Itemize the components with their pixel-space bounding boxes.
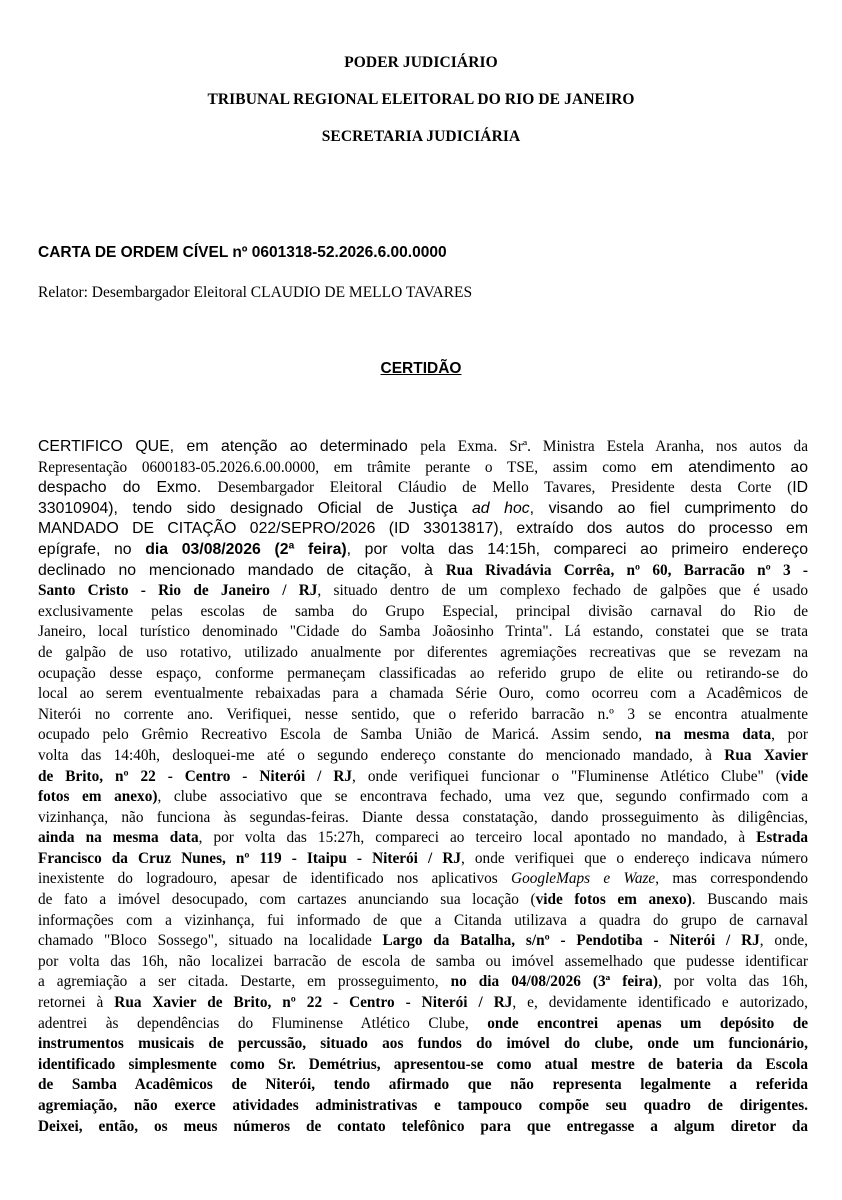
- text-run: Deixei, então, os meus números de contato telefônico para que entregasse a algum diretor da: [38, 1117, 808, 1135]
- text-run: dia 03/08/2026 (2ª feira): [145, 540, 347, 558]
- text-run: , onde verifiquei que o endereço indicava número: [461, 849, 808, 867]
- paragraph-line: [38, 869, 808, 890]
- text-run: adentrei às dependências do Fluminense Atlético Clube,: [38, 1014, 488, 1032]
- paragraph-line: [38, 1034, 808, 1055]
- text-run: Janeiro, local turístico denominado "Cidade do Samba Joãosinho Trinta". Lá estando, constatei que se trata: [38, 623, 808, 641]
- text-run: , mas correspondendo: [655, 870, 808, 888]
- text-run: , onde,: [759, 932, 808, 950]
- text-run: , onde verifiquei funcionar o "Fluminense Atlético Clube" (: [352, 767, 781, 785]
- text-run: , visando ao fiel cumprimento do: [529, 499, 808, 517]
- text-run: de fato a imóvel desocupado, com cartazes anunciando sua locação (: [38, 891, 536, 909]
- header-line-poder-judiciario: PODER JUDICIÁRIO: [344, 54, 498, 71]
- text-run: inexistente do logradouro, apesar de identificado nos aplicativos: [38, 870, 512, 888]
- paragraph-line: [38, 808, 808, 829]
- text-run: no dia 04/08/2026 (3ª feira): [450, 973, 658, 991]
- paragraph-line: [38, 828, 808, 849]
- text-run: Estrada: [756, 829, 808, 847]
- text-run: onde encontrei apenas um depósito de: [487, 1014, 808, 1032]
- certidao-body: [38, 437, 808, 1137]
- text-run: ad hoc: [472, 499, 530, 517]
- paragraph-line: [38, 1117, 808, 1138]
- text-run: , situado dentro de um complexo fechado de galpões que é usado: [317, 582, 808, 600]
- text-run: vide: [780, 767, 808, 785]
- document-title: CARTA DE ORDEM CÍVEL nº 0601318-52.2026.6.00.0000: [38, 244, 447, 261]
- text-run: local ao serem eventualmente rebaixadas para a chamada Série Ouro, como ocorreu com a Acadêmicos de: [38, 685, 808, 703]
- paragraph-line: [38, 993, 808, 1014]
- text-run: agremiação, não exerce atividades administrativas e tampouco compõe seu quadro de dirigentes.: [38, 1097, 808, 1114]
- paragraph-line: [38, 911, 808, 932]
- text-run: , por: [771, 726, 808, 744]
- text-run: ocupação desse espaço, conforme permaneçam classificadas ao referido grupo de elite ou retirando-se do: [38, 664, 808, 682]
- text-run: pela Exma. Srª. Ministra Estela Aranha, nos autos da: [420, 438, 808, 455]
- paragraph-line: [38, 890, 808, 911]
- text-run: na mesma data: [654, 726, 772, 744]
- paragraph-line: [38, 602, 808, 623]
- text-run: ID: [792, 479, 808, 497]
- text-run: Rua Xavier: [724, 746, 808, 764]
- paragraph-line: [38, 684, 808, 705]
- paragraph-line: [38, 643, 808, 664]
- paragraph-line: [38, 437, 808, 458]
- text-run: vide fotos em anexo): [535, 891, 692, 909]
- paragraph-line: [38, 931, 808, 952]
- text-run: vizinhança, não funciona às segundas-feiras. Diante dessa constatação, dando prosseguimento às diligências,: [38, 808, 808, 826]
- text-run: ainda na mesma data: [38, 829, 199, 847]
- paragraph-line: [38, 561, 808, 582]
- paragraph-line: [38, 1055, 808, 1076]
- paragraph-line: [38, 952, 808, 973]
- paragraph-line: [38, 540, 808, 561]
- text-run: de galpão de uso rotativo, utilizado anualmente por diferentes agremiações recreativas que se revezam na: [38, 643, 808, 661]
- text-run: Rua Rivadávia Corrêa, nº 60, Barracão nº 3 -: [445, 561, 808, 579]
- paragraph-line: [38, 972, 808, 993]
- paragraph-line: [38, 767, 808, 788]
- text-run: informações com a vizinhança, fui informado de que a Citanda utilizava a quadra do grupo de carnaval: [38, 911, 808, 929]
- paragraph-line: [38, 787, 808, 808]
- text-run: , por volta das 15:27h, compareci ao terceiro local apontado no mandado, à: [198, 829, 757, 847]
- paragraph-line: [38, 458, 808, 479]
- text-run: declinado no mencionado mandado de citação, à: [38, 561, 446, 579]
- text-run: Representação 0600183-05.2026.6.00.0000, em trâmite perante o TSE, assim como: [38, 458, 651, 476]
- text-run: retornei à: [38, 994, 115, 1012]
- text-run: MANDADO DE CITAÇÃO 022/SEPRO/2026 (ID 33013817), extraído dos autos do processo em: [38, 520, 808, 538]
- paragraph-line: [38, 581, 808, 602]
- text-run: Rua Xavier de Brito, nº 22 - Centro - Niterói / RJ: [114, 994, 513, 1012]
- text-run: , por volta das 14:15h, compareci ao primeiro endereço: [346, 540, 808, 558]
- text-run: por volta das 16h, não localizei barracão de escola de samba ou imóvel assemelhado que pudesse identificar: [38, 952, 808, 970]
- text-run: volta das 14:40h, desloquei-me até o segundo endereço constante do mencionado mandado, à: [38, 746, 725, 764]
- text-run: , clube associativo que se encontrava fechado, uma vez que, segundo confirmado com a: [157, 788, 808, 806]
- text-run: , e, devidamente identificado e autorizado,: [512, 994, 808, 1012]
- paragraph-line: [38, 725, 808, 746]
- paragraph-line: [38, 519, 808, 540]
- header-line-tribunal: TRIBUNAL REGIONAL ELEITORAL DO RIO DE JANEIRO: [207, 91, 635, 108]
- text-run: de Brito, nº 22 - Centro - Niterói / RJ: [38, 767, 353, 785]
- text-run: , por volta das 16h,: [657, 973, 808, 991]
- text-run: instrumentos musicais de percussão, situado aos fundos do imóvel do clube, onde um funcionário,: [38, 1035, 808, 1053]
- paragraph-line: [38, 705, 808, 726]
- certidao-heading: CERTIDÃO: [380, 360, 462, 377]
- text-run: Santo Cristo - Rio de Janeiro / RJ: [38, 582, 318, 600]
- text-run: chamado "Bloco Sossego", situado na localidade: [38, 932, 383, 950]
- text-run: . Buscando mais: [691, 891, 808, 909]
- text-run: epígrafe, no: [38, 540, 146, 558]
- text-run: Niterói no corrente ano. Verifiquei, nesse sentido, que o referido barracão n.º 3 se encontra atualmente: [38, 705, 808, 723]
- paragraph-line: [38, 746, 808, 767]
- text-run: fotos em anexo): [38, 788, 158, 806]
- paragraph-line: [38, 1096, 808, 1117]
- paragraph-line: [38, 664, 808, 685]
- text-run: em atendimento ao: [650, 458, 808, 476]
- relator-line: Relator: Desembargador Eleitoral CLAUDIO DE MELLO TAVARES: [38, 284, 473, 301]
- text-run: Francisco da Cruz Nunes, nº 119 - Itaipu - Niterói / RJ: [38, 849, 462, 867]
- paragraph-line: [38, 849, 808, 870]
- text-run: Desembargador Eleitoral Cláudio de Mello Tavares, Presidente desta Corte (: [217, 479, 793, 497]
- text-run: de Samba Acadêmicos de Niterói, tendo afirmado que não representa legalmente a referida: [38, 1076, 808, 1094]
- text-run: CERTIFICO QUE, em atenção ao determinado: [38, 438, 421, 455]
- text-run: exclusivamente pelas escolas de samba do Grupo Especial, principal divisão carnaval do Rio de: [38, 602, 808, 620]
- paragraph-line: [38, 1075, 808, 1096]
- text-run: a agremiação a ser citada. Destarte, em prosseguimento,: [38, 973, 451, 991]
- paragraph-line: [38, 622, 808, 643]
- text-run: Largo da Batalha, s/nº - Pendotiba - Niterói / RJ: [382, 932, 760, 950]
- paragraph-line: [38, 1014, 808, 1035]
- paragraph-line: [38, 499, 808, 520]
- text-run: despacho do Exmo.: [38, 479, 218, 497]
- text-run: 33010904), tendo sido designado Oficial de Justiça: [38, 499, 473, 517]
- text-run: ocupado pelo Grêmio Recreativo Escola de Samba União de Maricá. Assim sendo,: [38, 726, 655, 744]
- header-line-secretaria: SECRETARIA JUDICIÁRIA: [321, 128, 521, 145]
- paragraph-line: [38, 478, 808, 499]
- text-run: GoogleMaps e Waze: [511, 870, 656, 888]
- text-run: identificado simplesmente como Sr. Demétrius, apresentou-se como atual mestre de bateria da Escola: [38, 1055, 808, 1073]
